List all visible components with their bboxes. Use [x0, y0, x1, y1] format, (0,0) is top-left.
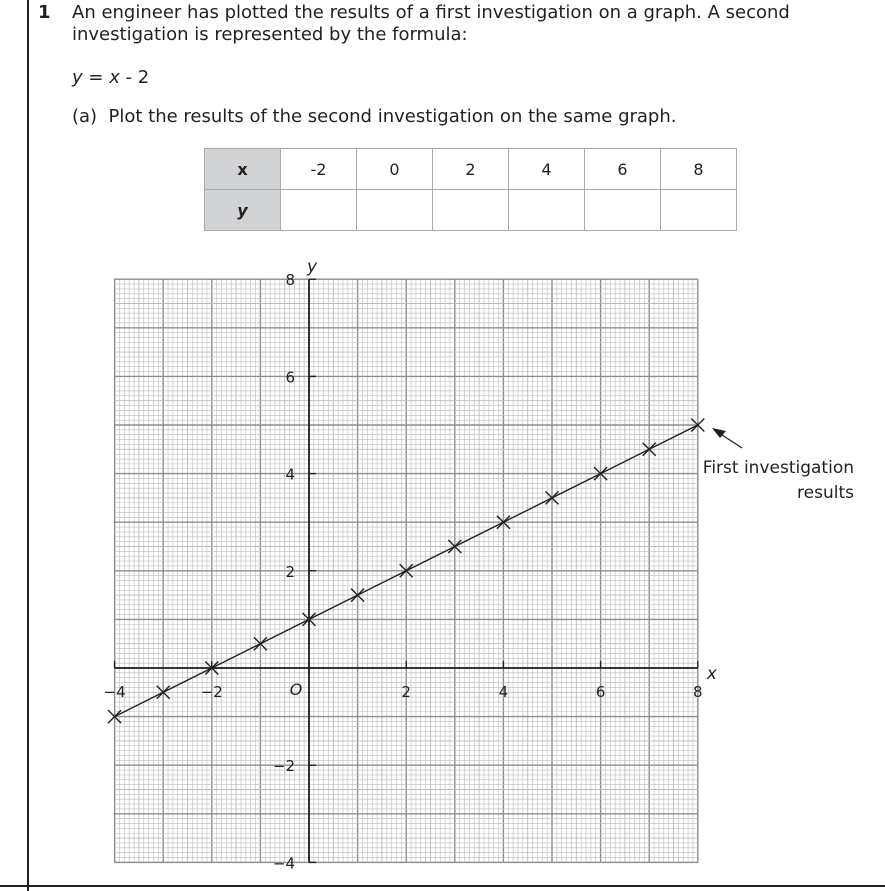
- y-tick-label: −4: [272, 854, 295, 873]
- y-axis-label: y: [306, 257, 318, 278]
- x-cell: 6: [585, 149, 661, 190]
- question-text: An engineer has plotted the results of a first investigation on a graph. A second investigation is represented by the formula:: [72, 2, 790, 45]
- y-tick-label: 2: [285, 562, 295, 581]
- annotation-arrow: [712, 428, 742, 448]
- formula-var: x: [109, 67, 120, 88]
- y-header: y: [205, 190, 281, 231]
- y-tick-label: 6: [285, 368, 295, 387]
- y-tick-label: 4: [285, 465, 295, 484]
- x-cell: 4: [509, 149, 585, 190]
- formula-eq: =: [82, 67, 110, 88]
- x-cell: 0: [357, 149, 433, 190]
- part-a-prompt: (a) Plot the results of the second investigation on the same graph.: [72, 106, 677, 127]
- annotation-line-2: results: [797, 483, 854, 503]
- annotation-line-1: First investigation: [702, 458, 854, 478]
- x-axis-label: x: [706, 664, 717, 684]
- x-cell: 8: [661, 149, 737, 190]
- annotation-first-investigation: [698, 456, 854, 506]
- y-tick-label: 8: [285, 271, 295, 290]
- x-tick-label: 6: [595, 683, 606, 701]
- y-tick-label: −2: [272, 757, 295, 776]
- x-tick-label: 8: [693, 683, 703, 701]
- x-cell: -2: [281, 149, 357, 190]
- x-cell: 2: [433, 149, 509, 190]
- question-number: 1: [38, 2, 51, 23]
- x-header: x: [205, 149, 281, 190]
- x-tick-label: 4: [498, 683, 509, 701]
- x-tick-label: −2: [200, 683, 223, 701]
- formula-lhs: y: [72, 67, 83, 88]
- x-tick-label: 2: [401, 683, 411, 701]
- origin-label: O: [289, 680, 303, 699]
- formula-rest: - 2: [119, 67, 150, 88]
- x-tick-label: −4: [103, 683, 126, 701]
